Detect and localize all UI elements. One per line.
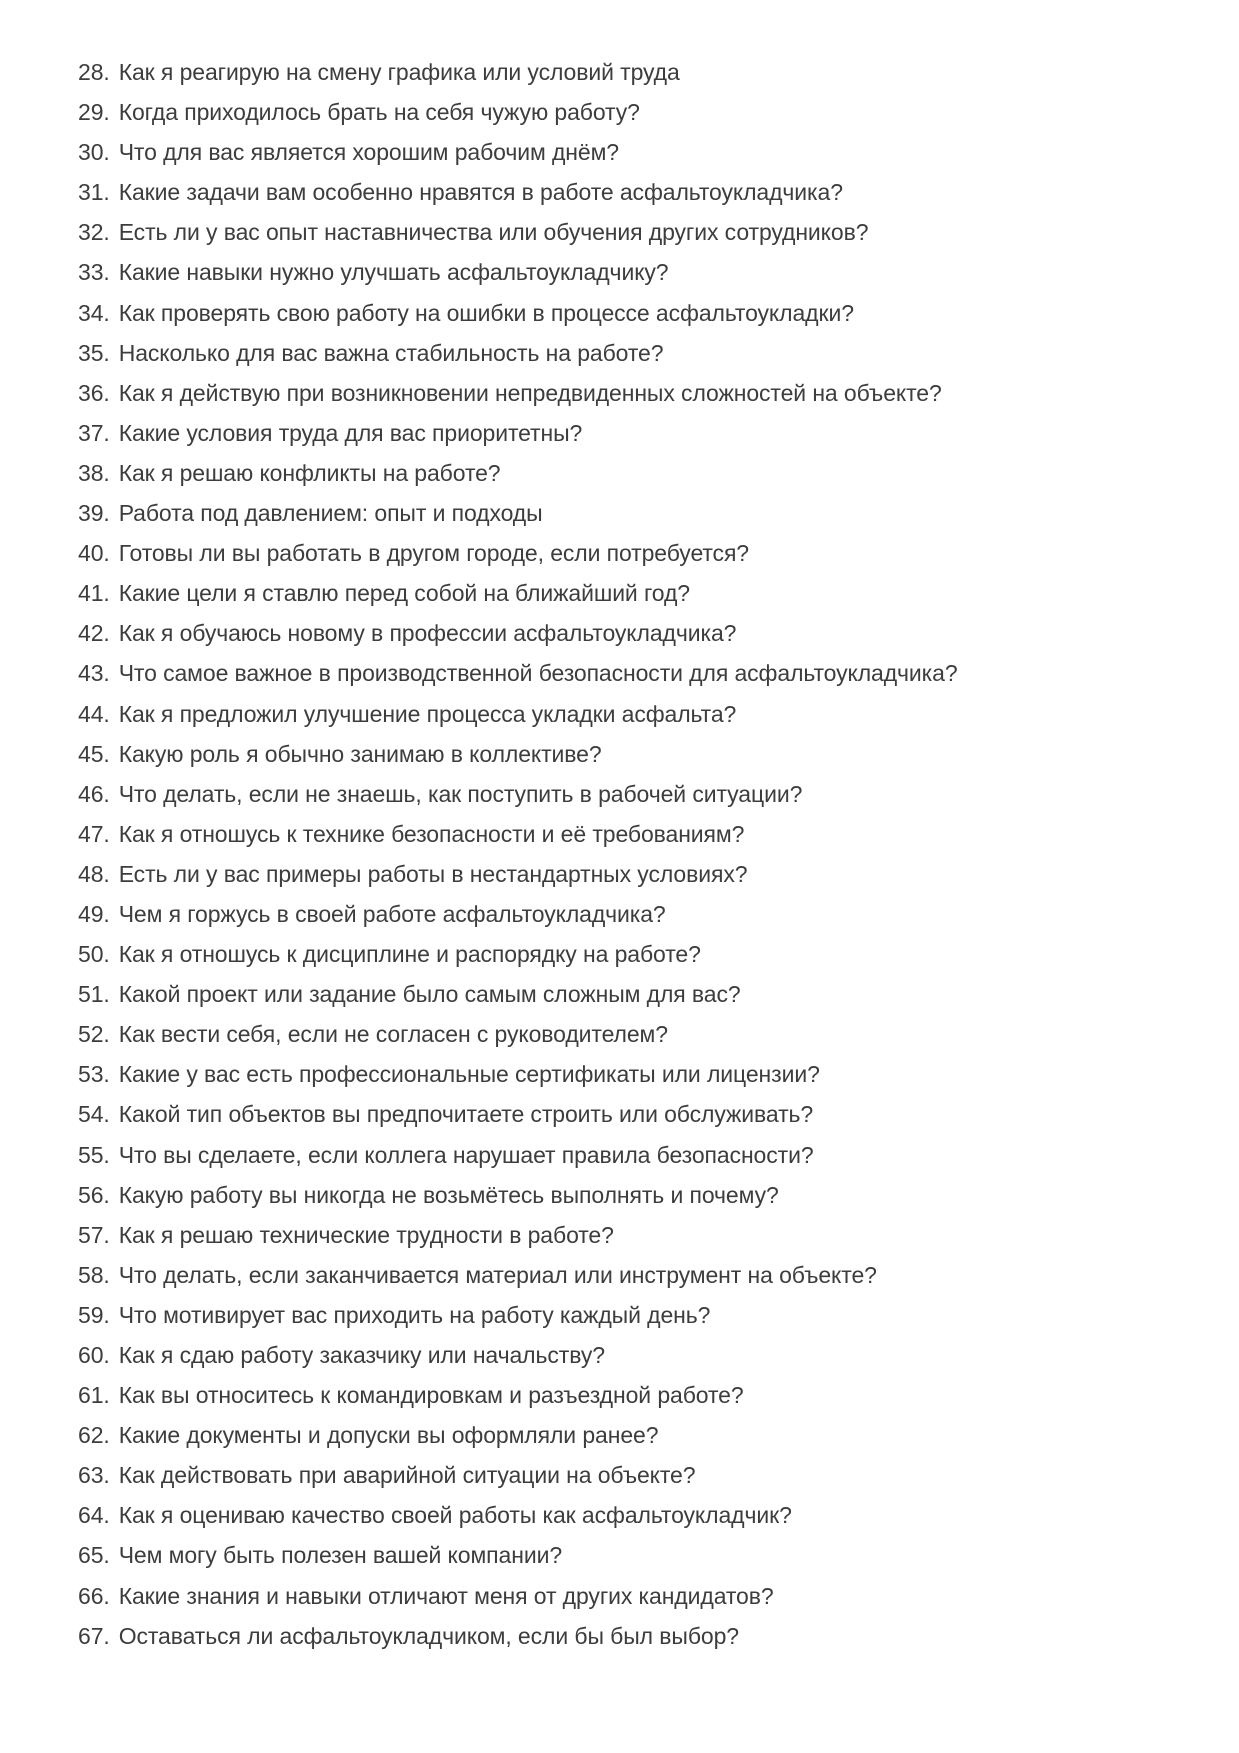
list-item bbox=[78, 172, 1179, 212]
item-text: Есть ли у вас опыт наставничества или обучения других сотрудников? bbox=[118, 219, 869, 246]
item-text: Что делать, если не знаешь, как поступить в рабочей ситуации? bbox=[118, 780, 803, 807]
item-text: Насколько для вас важна стабильность на работе? bbox=[118, 339, 664, 366]
item-number: 31. bbox=[78, 179, 110, 206]
item-text: Какую работу вы никогда не возьмётесь выполнять и почему? bbox=[118, 1181, 779, 1208]
item-text: Что самое важное в производственной безопасности для асфальтоукладчика? bbox=[118, 660, 958, 687]
item-text: Как я решаю технические трудности в работе? bbox=[118, 1221, 614, 1248]
item-text: Какие условия труда для вас приоритетны? bbox=[118, 419, 583, 446]
item-text: Что делать, если заканчивается материал или инструмент на объекте? bbox=[118, 1261, 877, 1288]
list-item bbox=[78, 413, 1179, 453]
list-item bbox=[78, 493, 1179, 533]
item-number: 65. bbox=[78, 1542, 110, 1569]
list-item bbox=[78, 974, 1179, 1014]
list-item bbox=[78, 894, 1179, 934]
item-text: Как я отношусь к технике безопасности и её требованиям? bbox=[118, 820, 745, 847]
item-text: Что для вас является хорошим рабочим днём? bbox=[118, 139, 619, 166]
item-text: Как проверять свою работу на ошибки в процессе асфальтоукладки? bbox=[118, 299, 854, 326]
item-text: Какие у вас есть профессиональные сертификаты или лицензии? bbox=[118, 1061, 820, 1088]
list-item bbox=[78, 1495, 1179, 1535]
list-item bbox=[78, 1215, 1179, 1255]
list-item bbox=[78, 1255, 1179, 1295]
list-item bbox=[78, 533, 1179, 573]
item-number: 53. bbox=[78, 1061, 110, 1088]
item-number: 49. bbox=[78, 900, 110, 927]
list-item bbox=[78, 694, 1179, 734]
list-item bbox=[78, 934, 1179, 974]
item-number: 41. bbox=[78, 580, 110, 607]
item-number: 62. bbox=[78, 1422, 110, 1449]
item-text: Есть ли у вас примеры работы в нестандартных условиях? bbox=[118, 860, 748, 887]
list-item bbox=[78, 1335, 1179, 1375]
list-item bbox=[78, 1415, 1179, 1455]
item-number: 45. bbox=[78, 740, 110, 767]
item-number: 59. bbox=[78, 1301, 110, 1328]
item-text: Как я реагирую на смену графика или условий труда bbox=[118, 59, 680, 85]
item-text: Как я обучаюсь новому в профессии асфальтоукладчика? bbox=[118, 620, 737, 647]
item-text: Как вы относитесь к командировкам и разъездной работе? bbox=[118, 1382, 744, 1409]
list-item bbox=[78, 1135, 1179, 1175]
item-number: 46. bbox=[78, 780, 110, 807]
item-number: 36. bbox=[78, 379, 110, 406]
item-text: Какие документы и допуски вы оформляли ранее? bbox=[118, 1422, 659, 1449]
item-number: 43. bbox=[78, 660, 110, 687]
item-number: 47. bbox=[78, 820, 110, 847]
item-text: Какие знания и навыки отличают меня от других кандидатов? bbox=[118, 1582, 774, 1609]
item-text: Готовы ли вы работать в другом городе, если потребуется? bbox=[118, 540, 750, 567]
list-item bbox=[78, 252, 1179, 292]
item-number: 58. bbox=[78, 1261, 110, 1288]
question-list bbox=[78, 52, 1179, 1656]
item-text: Какие цели я ставлю перед собой на ближайший год? bbox=[118, 580, 690, 607]
list-item bbox=[78, 1054, 1179, 1094]
list-item bbox=[78, 653, 1179, 693]
list-item bbox=[78, 52, 1179, 92]
item-number: 64. bbox=[78, 1502, 110, 1529]
item-text: Чем я горжусь в своей работе асфальтоукладчика? bbox=[118, 900, 666, 927]
list-item bbox=[78, 453, 1179, 493]
item-number: 57. bbox=[78, 1221, 110, 1248]
item-number: 34. bbox=[78, 299, 110, 326]
item-text: Как я сдаю работу заказчику или начальству? bbox=[118, 1342, 605, 1368]
item-text: Оставаться ли асфальтоукладчиком, если бы был выбор? bbox=[118, 1622, 739, 1649]
item-number: 54. bbox=[78, 1101, 110, 1128]
list-item bbox=[78, 1535, 1179, 1575]
item-text: Как я решаю конфликты на работе? bbox=[118, 459, 501, 486]
list-item bbox=[78, 212, 1179, 252]
item-number: 48. bbox=[78, 860, 110, 887]
item-number: 40. bbox=[78, 540, 110, 567]
item-text: Какие навыки нужно улучшать асфальтоукладчику? bbox=[118, 259, 669, 286]
item-number: 67. bbox=[78, 1622, 110, 1649]
item-number: 42. bbox=[78, 620, 110, 647]
item-number: 52. bbox=[78, 1021, 110, 1048]
list-item bbox=[78, 774, 1179, 814]
list-item bbox=[78, 1175, 1179, 1215]
list-item bbox=[78, 854, 1179, 894]
item-number: 60. bbox=[78, 1342, 110, 1368]
list-item bbox=[78, 1014, 1179, 1054]
item-number: 63. bbox=[78, 1462, 110, 1489]
list-item bbox=[78, 92, 1179, 132]
item-number: 33. bbox=[78, 259, 110, 286]
item-number: 32. bbox=[78, 219, 110, 246]
item-number: 56. bbox=[78, 1181, 110, 1208]
item-number: 35. bbox=[78, 339, 110, 366]
item-text: Какие задачи вам особенно нравятся в работе асфальтоукладчика? bbox=[118, 179, 843, 206]
item-number: 44. bbox=[78, 700, 110, 727]
item-number: 30. bbox=[78, 139, 110, 166]
item-text: Как вести себя, если не согласен с руководителем? bbox=[118, 1021, 668, 1048]
item-number: 37. bbox=[78, 419, 110, 446]
item-text: Как я действую при возникновении непредвиденных сложностей на объекте? bbox=[118, 379, 942, 406]
item-text: Как я оцениваю качество своей работы как асфальтоукладчик? bbox=[118, 1502, 792, 1529]
item-number: 29. bbox=[78, 99, 110, 126]
list-item bbox=[78, 734, 1179, 774]
list-item bbox=[78, 613, 1179, 653]
item-text: Как я предложил улучшение процесса укладки асфальта? bbox=[118, 700, 737, 727]
item-number: 38. bbox=[78, 459, 110, 486]
item-text: Как я отношусь к дисциплине и распорядку на работе? bbox=[118, 941, 701, 968]
list-item bbox=[78, 1295, 1179, 1335]
item-number: 50. bbox=[78, 941, 110, 968]
list-item bbox=[78, 293, 1179, 333]
item-number: 61. bbox=[78, 1382, 110, 1409]
list-item bbox=[78, 132, 1179, 172]
list-item bbox=[78, 1576, 1179, 1616]
item-text: Как действовать при аварийной ситуации на объекте? bbox=[118, 1462, 696, 1489]
list-item bbox=[78, 1094, 1179, 1134]
item-number: 39. bbox=[78, 500, 110, 527]
list-item bbox=[78, 573, 1179, 613]
item-text: Какой тип объектов вы предпочитаете строить или обслуживать? bbox=[118, 1101, 814, 1128]
item-text: Работа под давлением: опыт и подходы bbox=[118, 500, 543, 527]
item-number: 28. bbox=[78, 59, 110, 85]
list-item bbox=[78, 814, 1179, 854]
item-number: 66. bbox=[78, 1582, 110, 1609]
list-item bbox=[78, 1616, 1179, 1656]
item-text: Какую роль я обычно занимаю в коллективе? bbox=[118, 740, 602, 767]
item-text: Когда приходилось брать на себя чужую работу? bbox=[118, 99, 640, 126]
item-text: Что вы сделаете, если коллега нарушает правила безопасности? bbox=[118, 1141, 814, 1168]
list-item bbox=[78, 1455, 1179, 1495]
item-number: 51. bbox=[78, 981, 110, 1008]
list-item bbox=[78, 333, 1179, 373]
item-number: 55. bbox=[78, 1141, 110, 1168]
list-item bbox=[78, 373, 1179, 413]
item-text: Что мотивирует вас приходить на работу каждый день? bbox=[118, 1301, 711, 1328]
item-text: Чем могу быть полезен вашей компании? bbox=[118, 1542, 563, 1569]
item-text: Какой проект или задание было самым сложным для вас? bbox=[118, 981, 741, 1008]
list-item bbox=[78, 1375, 1179, 1415]
